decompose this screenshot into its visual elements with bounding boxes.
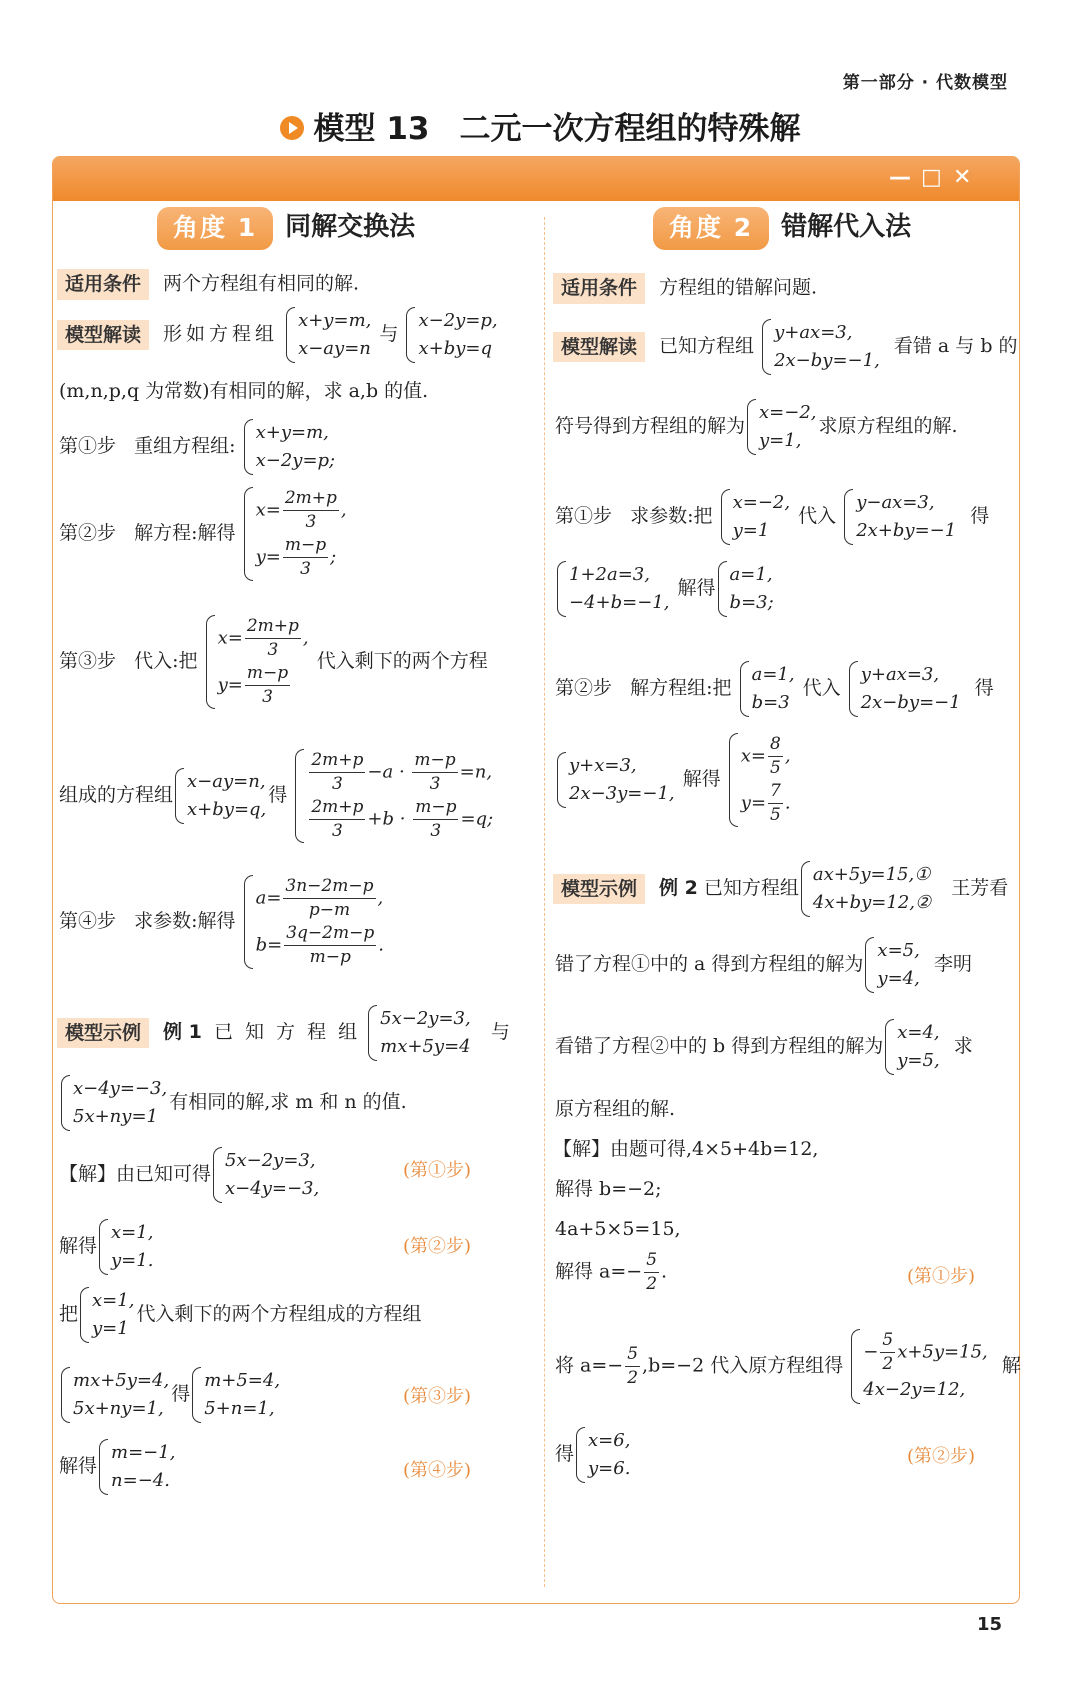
page-number: 15 [976, 1614, 1002, 1635]
example-2: 模型示例 例 2 已知方程组 ax+5y=15,① 4x+by=12,② 王芳看 [553, 861, 1008, 917]
left-step-3: 第③步 代入:把 x= $\frac{2m+p}{3}$ , y= $\frac{m-p}{3}$ 代入剩下的两个方程 [59, 616, 488, 707]
left-step-3-system: 组成的方程组 x−ay=n, x+by=q, 得 $\frac{2m+p}{3}$ −a · $\frac{m-p}{3}$ =n, $\frac{2m+p}{3}$ +b · $\frac{m-p}{3}$ =q; [59, 750, 494, 841]
column-divider [544, 217, 545, 1587]
maximize-icon[interactable]: □ [921, 165, 942, 190]
angle-2-heading: 角度 2 错解代入法 [653, 207, 911, 250]
example-1: 模型示例 例 1 已 知 方 程 组 5x−2y=3, mx+5y=4 与 [57, 1005, 510, 1061]
left-step-4: 第④步 求参数:解得 a= $\frac{3n-2m-p}{p-m}$ , b= $\frac{3q-2m-p}{m-p}$ . [59, 876, 384, 967]
play-circle-icon [280, 116, 304, 140]
minimize-icon[interactable]: — [889, 165, 911, 190]
section-header: 第一部分 · 代数模型 [842, 73, 1008, 93]
content-card: — □ ✕ 角度 1 同解交换法 适用条件 两个方程组有相同的解. 模型解读 形如方程组 x+y=m, x−ay=n 与 x−2y=p, x+by=q (m,n,p,q 为常数)有相同的解，求 a,b 的值. 第①步 重组方程组: x+y=m, x−2y=p; 第②步 解方程:解得 x= $\frac{2m+p}{3}$ , y= $\frac{m-p}{3}$ ; 第③步 代入:把 x= $\frac{2m+p}{3}$ , y= $\frac{m-p}{3}$ 代入剩下的两个方程 组成的方程组 x−ay=n, x+by=q, 得 $\frac{2m+p}{3}$ −a · $\frac{m-p}{3}$ =n, $\frac{2m+p}{3}$ +b · $\frac{m-p}{3}$ =q; 第④步 求参数:解得 a= $\frac{3n-2m-p}{p-m}$ , b= $\frac{3q-2m-p}{m-p}$ . 模型示例 例 1 已 知 方 程 组 5x−2y=3, mx+5y=4 与 x−4y=−3, 5x+ny=1 有相同的解,求 m 和 n 的值. 【解】由已知可得 5x−2y=3, x−4y=−3, (第①步) 解得 x=1, y=1. (第②步) 把 x=1, y=1 代入剩下的两个方程组成的方程组 mx+5y=4, 5x+ny=1, 得 m+5=4, 5+n=1, (第③步) 解得 m=−1, n=−4. (第④步) 角度 2 错解代入法 适用条件 方程组的错解问题. 模型解读 已知方程组 y+ax=3, 2x−by=−1, 看错 a 与 b 的 符号得到方程组的解为 x=−2, y=1, 求原方程组的解. 第①步 求参数:把 x=−2, y=1 代入 y−ax=3, 2x+by=−1 得 1+2a=3, −4+b=−1, 解得 a=1, b=3; 第②步 解方程组:把 a=1, b=3 代入 y+ax=3, 2x−by=−1 得 y+x=3, 2x−3y=−1, 解得 x= $\frac{8}{5}$ , y= $\frac{7}{5}$ . 模型示例 例 2 已知方程组 ax+5y=15,① 4x+by=12,② 王芳看 错了方程①中的 a 得到方程组的解为 x=5, y=4, 李明 看错了方程②中的 b 得到方程组的解为 x=4, y=5, 求 原方程组的解. 【解】由题可得,4×5+4b=12, 解得 b=−2; 4a+5×5=15, 解得 a=− $\frac{5}{2}$ . (第①步) 将 a=− $\frac{5}{2}$ ,b=−2 代入原方程组得 − $\frac{5}{2}$ x+5y=15, 4x−2y=12, 解 得 x=6, y=6. (第②步) [52, 156, 1020, 1604]
right-step-1: 第①步 求参数:把 x=−2, y=1 代入 y−ax=3, 2x+by=−1 得 [555, 489, 989, 545]
right-condition: 适用条件 方程组的错解问题. [553, 273, 817, 304]
solution-1: 【解】由已知可得 5x−2y=3, x−4y=−3, [59, 1147, 321, 1203]
window-titlebar [53, 157, 1019, 201]
left-step-1: 第①步 重组方程组: x+y=m, x−2y=p; [59, 419, 337, 475]
angle-1-heading: 角度 1 同解交换法 [157, 207, 415, 250]
page-title: 模型 13 二元一次方程组的特殊解 [0, 103, 1080, 148]
left-model-reading: 模型解读 形如方程组 x+y=m, x−ay=n 与 x−2y=p, x+by=q [57, 307, 500, 363]
right-step-2: 第②步 解方程组:把 a=1, b=3 代入 y+ax=3, 2x−by=−1 得 [555, 661, 994, 717]
left-step-2: 第②步 解方程:解得 x= $\frac{2m+p}{3}$ , y= $\frac{m-p}{3}$ ; [59, 488, 347, 579]
solution-2: 【解】由题可得,4×5+4b=12, [553, 1138, 819, 1160]
right-model-reading: 模型解读 已知方程组 y+ax=3, 2x−by=−1, 看错 a 与 b 的 [553, 319, 1018, 375]
left-condition: 适用条件 两个方程组有相同的解. [57, 269, 359, 300]
close-icon[interactable]: ✕ [953, 165, 972, 190]
